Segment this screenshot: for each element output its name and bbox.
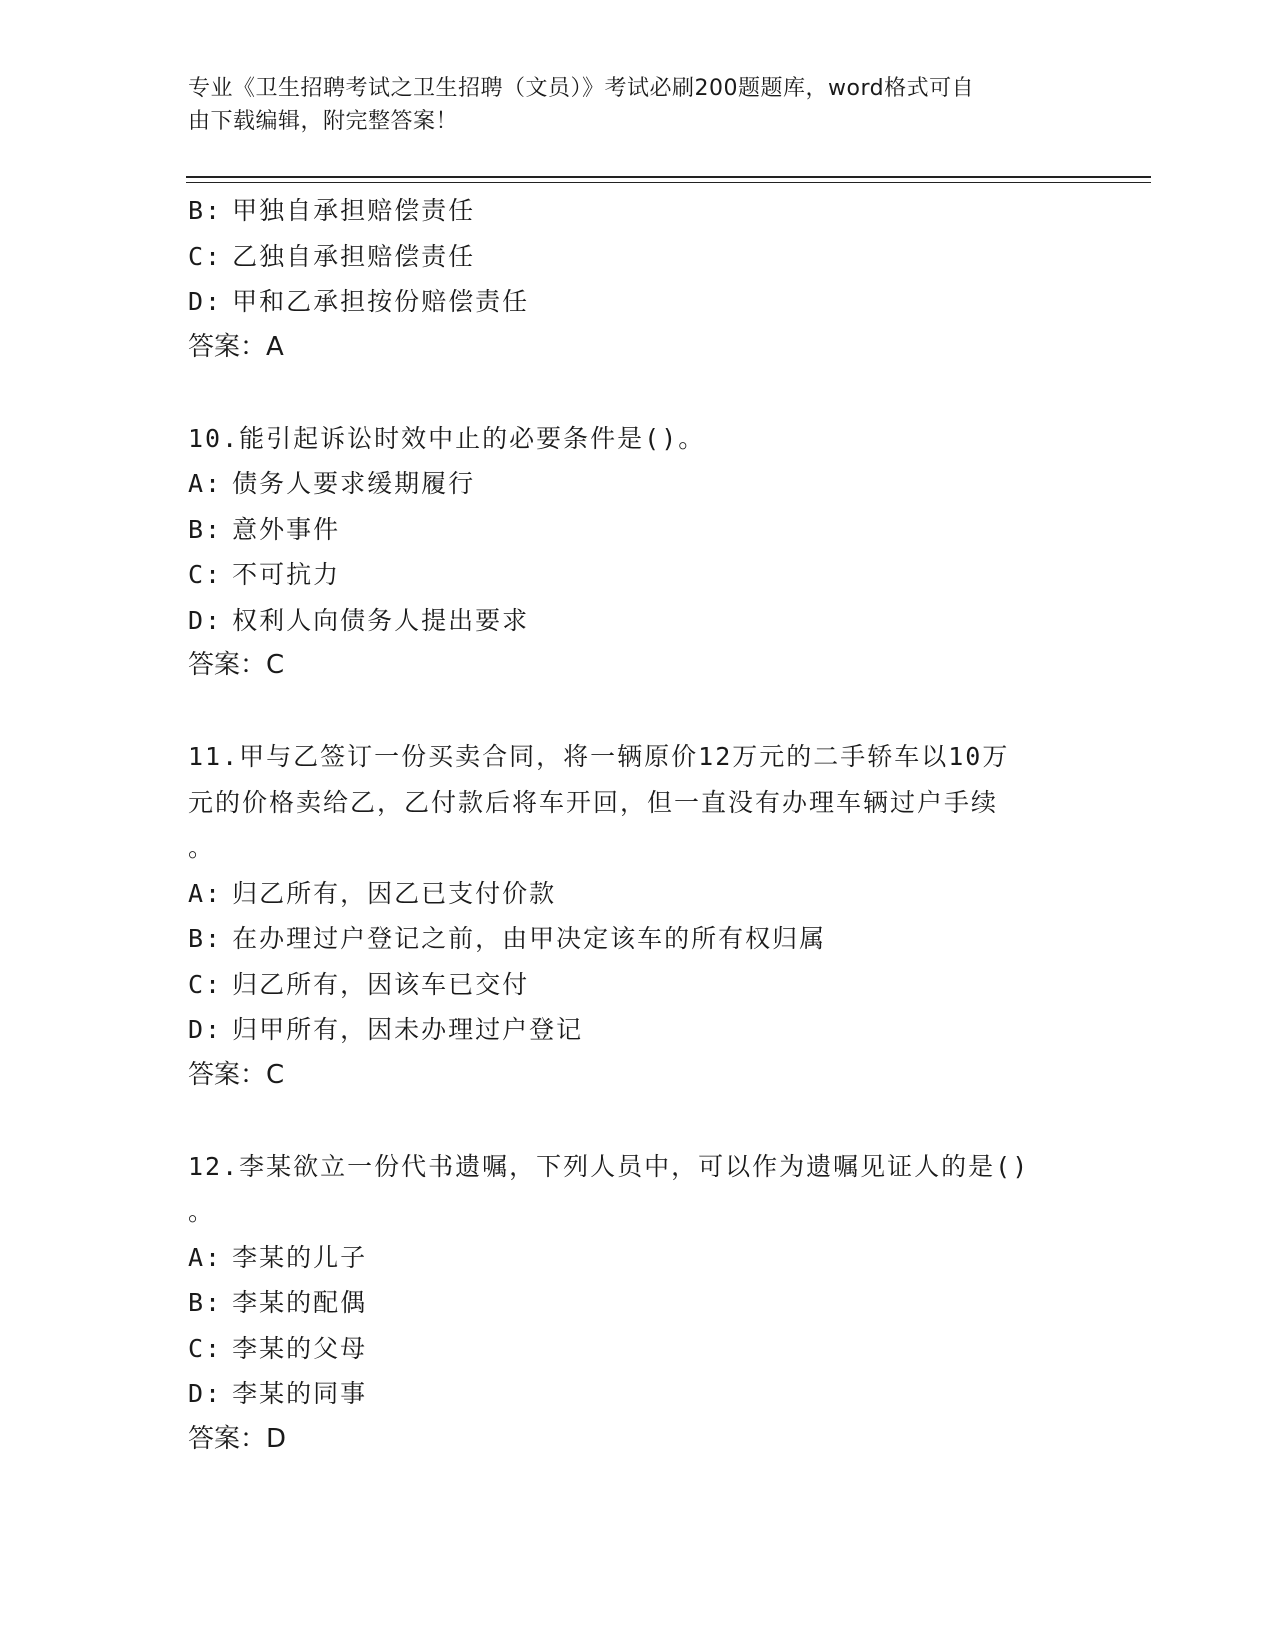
question-text-line-1: 12.李某欲立一份代书遗嘱，下列人员中，可以作为遗嘱见证人的是() [188,1151,1030,1181]
option-b: B: 意外事件 [188,514,341,544]
answer: 答案：C [188,1059,285,1090]
question-text-line-1: 11.甲与乙签订一份买卖合同，将一辆原价12万元的二手轿车以10万 [188,742,1010,771]
header-divider [186,176,1151,178]
option-b: B: 李某的配偶 [188,1288,368,1317]
document-body [188,188,1068,1462]
option-b: B: 甲独自承担赔偿责任 [188,196,476,225]
answer: 答案：C [188,650,285,680]
option-a: A: 李某的儿子 [188,1242,368,1272]
question-11 [188,734,1068,1098]
option-a: A: 债务人要求缓期履行 [188,469,476,498]
option-b: B: 在办理过户登记之前，由甲决定该车的所有权归属 [188,924,827,953]
question-text: 10.能引起诉讼时效中止的必要条件是()。 [188,423,706,453]
option-c: C: 李某的父母 [188,1333,368,1363]
question-9 [188,188,1068,370]
option-d: D: 归甲所有，因未办理过户登记 [188,1015,584,1044]
header-divider-thin [186,182,1151,183]
answer: 答案：A [188,331,284,362]
option-c: C: 乙独自承担赔偿责任 [188,241,476,271]
header-line-2: 由下载编辑，附完整答案！ [188,109,459,134]
question-text-line-2: 。 [188,1197,216,1226]
option-c: C: 不可抗力 [188,560,341,589]
option-c: C: 归乙所有，因该车已交付 [188,969,530,999]
question-10 [188,416,1068,689]
document-header [188,72,1068,138]
header-line-1: 专业《卫生招聘考试之卫生招聘（文员）》考试必刷200题题库，word格式可自 [188,76,975,101]
option-d: D: 权利人向债务人提出要求 [188,605,530,635]
option-a: A: 归乙所有，因乙已支付价款 [188,878,557,908]
question-12 [188,1144,1068,1463]
option-d: D: 李某的同事 [188,1379,368,1408]
question-text-line-2: 元的价格卖给乙，乙付款后将车开回，但一直没有办理车辆过户手续 [188,787,999,817]
option-d: D: 甲和乙承担按份赔偿责任 [188,287,530,316]
answer: 答案：D [188,1423,287,1454]
question-text-line-3: 。 [188,833,216,862]
